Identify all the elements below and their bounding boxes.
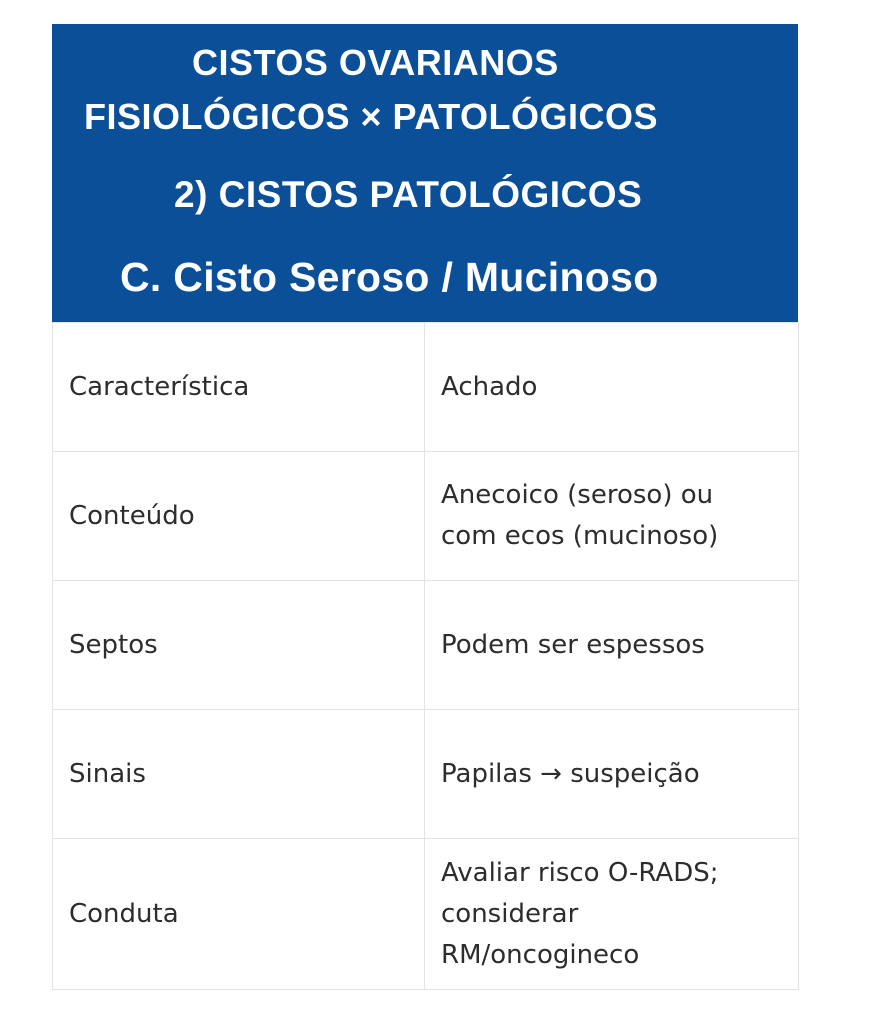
header-cell-feature: Característica <box>53 323 425 452</box>
table-row <box>53 452 799 581</box>
table-row <box>53 581 799 710</box>
findings-table <box>52 322 799 990</box>
table-header-row <box>53 323 799 452</box>
finding-cell <box>425 839 799 990</box>
table-row <box>53 839 799 990</box>
subsection-heading: C. Cisto Seroso / Mucinoso <box>120 254 659 300</box>
feature-cell: Conduta <box>53 839 425 990</box>
finding-cell <box>425 710 799 839</box>
finding-line: Podem ser espessos <box>441 629 705 660</box>
feature-cell: Sinais <box>53 710 425 839</box>
title-banner <box>52 24 798 322</box>
finding-cell <box>425 581 799 710</box>
header-cell-finding: Achado <box>425 323 799 452</box>
finding-line: RM/oncogineco <box>441 939 640 970</box>
section-heading: 2) CISTOS PATOLÓGICOS <box>174 174 643 215</box>
finding-line: com ecos (mucinoso) <box>441 521 719 551</box>
finding-line: considerar <box>441 898 579 929</box>
summary-card <box>52 24 798 990</box>
feature-cell: Conteúdo <box>53 452 425 581</box>
table-row <box>53 710 799 839</box>
finding-line: Papilas → suspeição <box>441 758 700 789</box>
finding-line: Anecoico (seroso) ou <box>441 480 714 510</box>
finding-line: Avaliar risco O-RADS; <box>441 857 719 888</box>
feature-cell: Septos <box>53 581 425 710</box>
title-line-1: CISTOS OVARIANOS <box>192 42 559 83</box>
title-line-2: FISIOLÓGICOS × PATOLÓGICOS <box>84 96 659 137</box>
finding-cell <box>425 452 799 581</box>
